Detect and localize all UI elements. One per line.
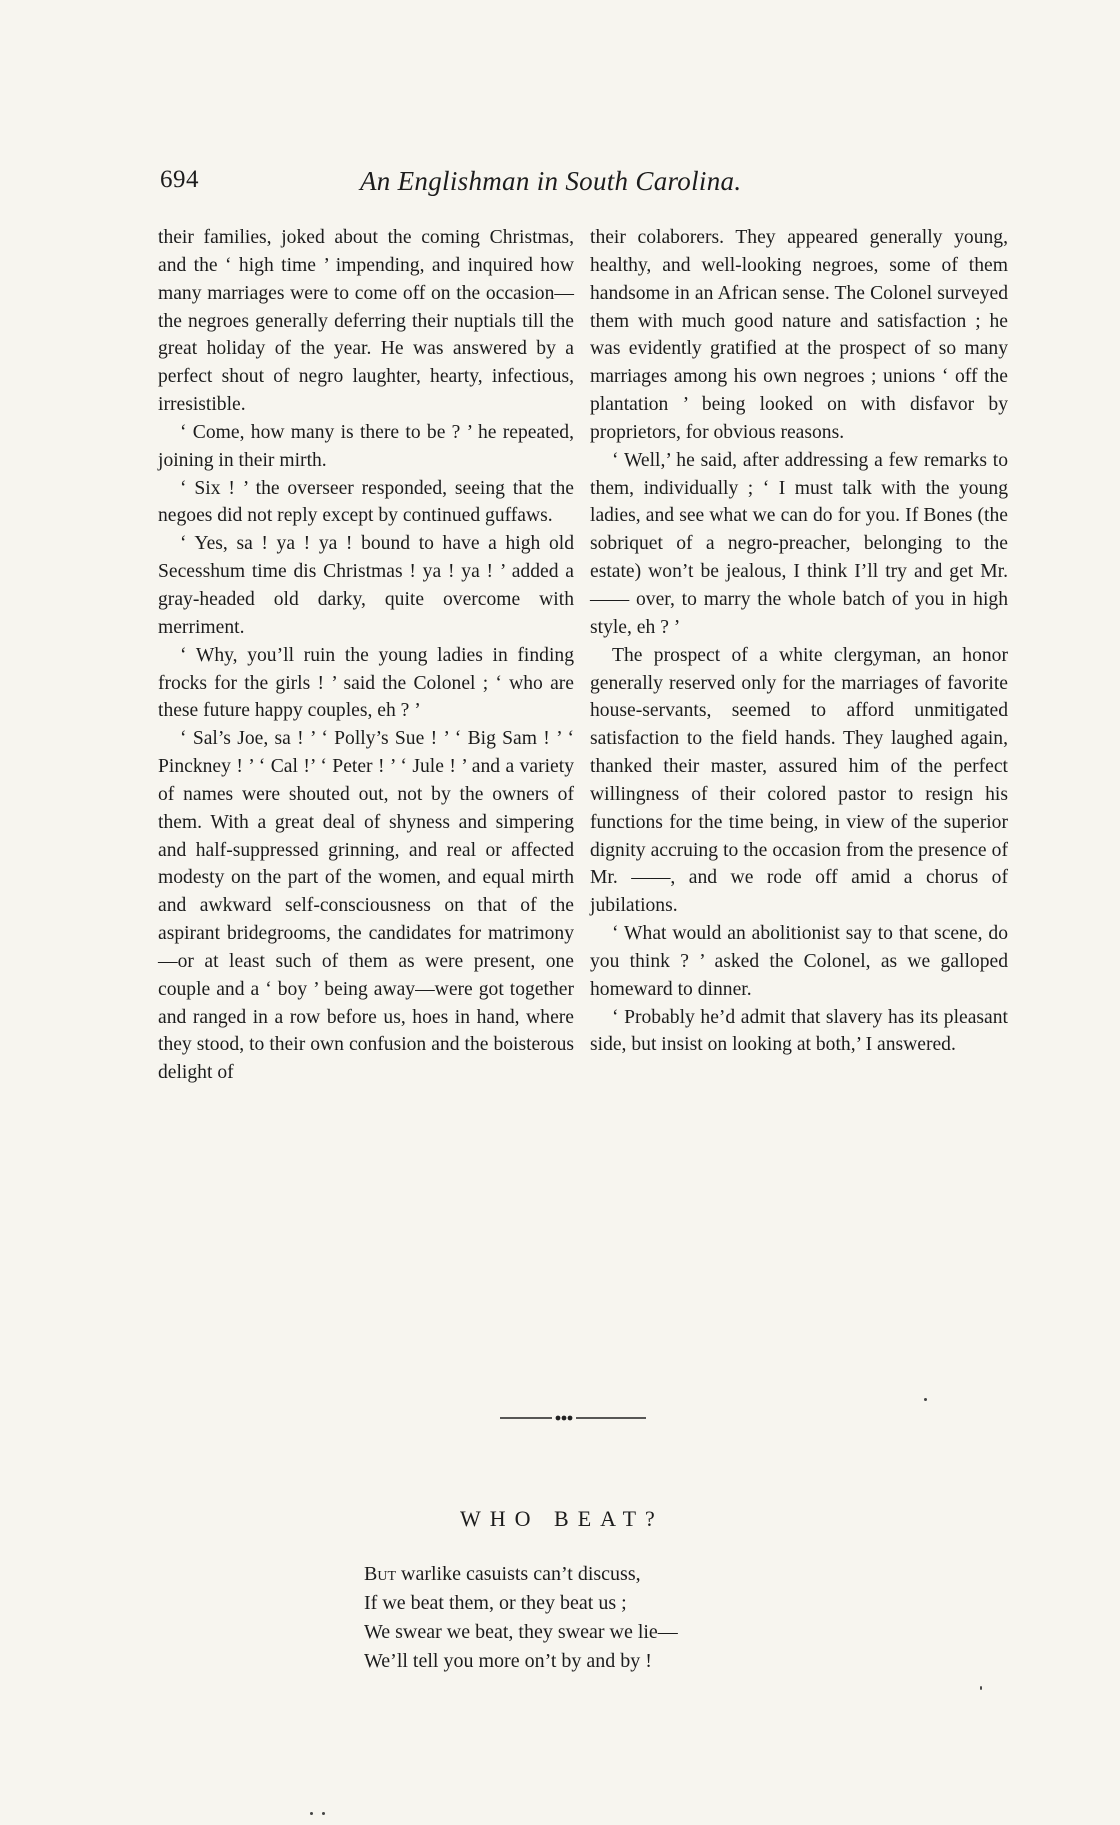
right-column: [590, 224, 1008, 1059]
poem-line: If we beat them, or they beat us ;: [364, 1592, 627, 1614]
section-divider-ornament: [500, 1412, 650, 1424]
print-speck: [322, 1812, 325, 1815]
paragraph: ‘ What would an abolitionist say to that scene, do you think ? ’ asked the Colonel, as we galloped homeward to dinner.: [590, 923, 1008, 1000]
print-speck: [924, 1398, 927, 1401]
paragraph: ‘ Well,’ he said, after addressing a few remarks to them, individually ; ‘ I must talk with the young ladies, and see what we can do for you. If Bones (the sobriquet of a negro-preacher, belonging to the estate) won’t be jealous, I think I’ll try and get Mr. —— over, to marry the whole batch of you in high style, eh ? ’: [590, 449, 1008, 638]
poem: [364, 1560, 678, 1676]
print-speck: [980, 1686, 982, 1690]
paragraph: their families, joked about the coming Christmas, and the ‘ high time ’ impending, and inquired how many marriages were to come off on the occasion—the negroes generally deferring their nuptials till the great holiday of the year. He was answered by a perfect shout of negro laughter, hearty, infectious, irresistible.: [158, 227, 574, 416]
page-number: 694: [160, 166, 199, 193]
print-speck: [310, 1812, 313, 1815]
paragraph: ‘ Probably he’d admit that slavery has its pleasant side, but insist on looking at both,’ I answered.: [590, 1006, 1008, 1056]
left-column: [158, 224, 574, 1087]
poem-line-text: warlike casuists can’t discuss,: [396, 1563, 641, 1585]
paragraph: ‘ Why, you’ll ruin the young ladies in finding frocks for the girls ! ’ said the Colonel ; ‘ who are these future happy couples, eh ? ’: [158, 644, 574, 722]
poem-title: WHO BEAT?: [460, 1506, 664, 1531]
paragraph: ‘ Yes, sa ! ya ! ya ! bound to have a high old Secesshum time dis Christmas ! ya ! ya ! ’ added a gray-headed old darky, quite overcome with merriment.: [158, 533, 574, 638]
paragraph: their colaborers. They appeared generally young, healthy, and well-looking negroes, some of them handsome in an African sense. The Colonel surveyed them with much good nature and satisfaction ; he was evidently gratified at the prospect of so many marriages among his own negroes ; unions ‘ off the plantation ’ being looked on with disfavor by proprietors, for obvious reasons.: [590, 227, 1008, 443]
paragraph: ‘ Six ! ’ the overseer responded, seeing that the negoes did not reply except by continued guffaws.: [158, 477, 574, 527]
poem-first-word: But: [364, 1563, 397, 1585]
poem-line: We’ll tell you more on’t by and by !: [364, 1650, 652, 1672]
page-header: [160, 166, 990, 202]
poem-line: [364, 1560, 678, 1589]
running-title: An Englishman in South Carolina.: [360, 166, 742, 196]
poem-line: We swear we beat, they swear we lie—: [364, 1621, 678, 1643]
paragraph: ‘ Come, how many is there to be ? ’ he repeated, joining in their mirth.: [158, 421, 574, 471]
paragraph: ‘ Sal’s Joe, sa ! ’ ‘ Polly’s Sue ! ’ ‘ Big Sam ! ’ ‘ Pinckney ! ’ ‘ Cal !’ ‘ Peter ! ’ ‘ Jule ! ’ and a variety of names were shouted out, not by the owners of them. With a great deal of shyness and simpering and half-suppressed grinning, and real or affected modesty on the part of the women, and equal mirth and awkward self-consciousness on that of the aspirant bridegrooms, the candidates for matrimony—or at least such of them as were present, one couple and a ‘ boy ’ being away—were got together and ranged in a row before us, hoes in hand, where they stood, to their own confusion and the boisterous delight of: [158, 728, 574, 1084]
paragraph: The prospect of a white clergyman, an honor generally reserved only for the marriages of favorite house-servants, seemed to afford unmitigated satisfaction to the field hands. They laughed again, thanked their master, assured him of the perfect willingness of their colored pastor to resign his functions for the time being, in view of the superior dignity accruing to the occasion from the presence of Mr. ——, and we rode off amid a chorus of jubilations.: [590, 644, 1008, 917]
